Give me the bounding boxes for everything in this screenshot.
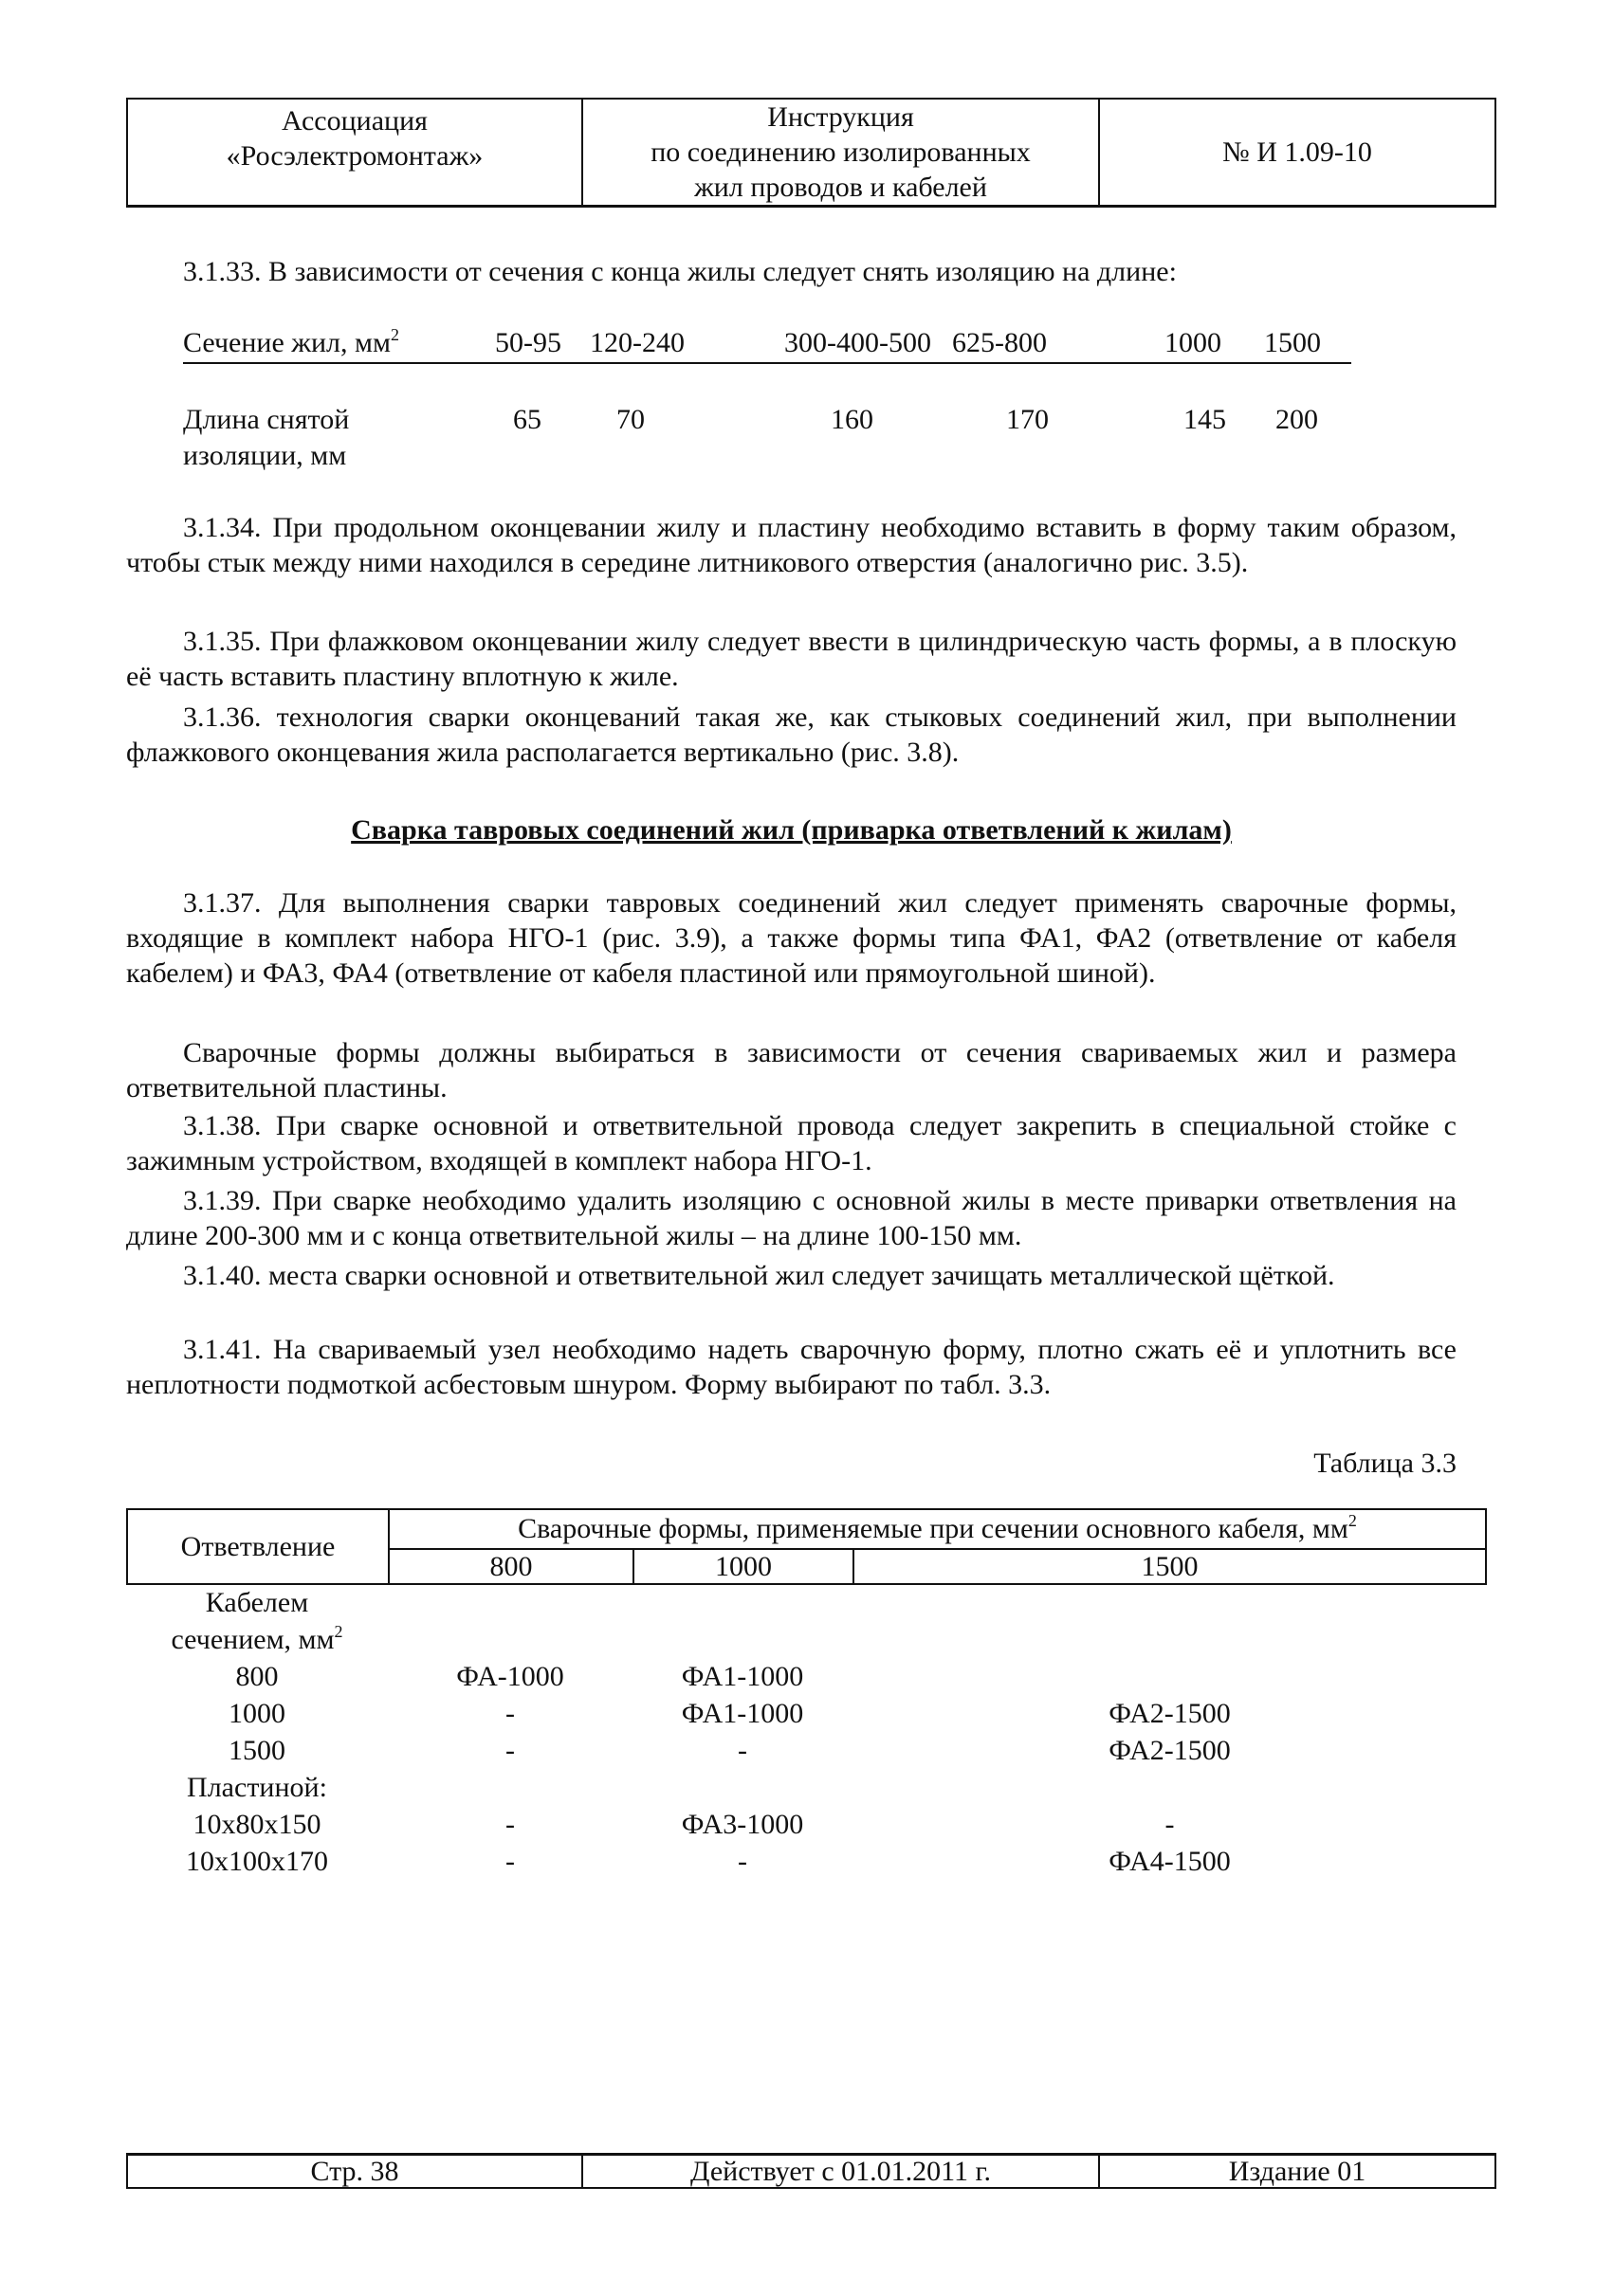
column-header-branch-text: Ответвление — [180, 1531, 336, 1562]
cell-1500: ФА2-1500 — [1109, 1698, 1231, 1729]
group-cable-line2-text: сечением, мм — [171, 1624, 335, 1655]
length-value: 65 — [513, 404, 541, 435]
length-label-line1: Длина снятой — [183, 404, 350, 435]
cell-1500: - — [1164, 1809, 1175, 1840]
cell-1000: ФА3-1000 — [681, 1809, 804, 1840]
table-row — [126, 1844, 1487, 1881]
table-row — [126, 1807, 1487, 1844]
group-cable-sup: 2 — [334, 1622, 343, 1641]
length-value: 200 — [1275, 404, 1318, 435]
column-header-forms — [390, 1510, 1485, 1550]
sections-label — [183, 325, 399, 360]
column-header-forms-text: Сварочные формы, применяемые при сечении основного кабеля, мм — [518, 1513, 1348, 1544]
length-value: 70 — [616, 404, 645, 435]
paragraph-3-1-37: 3.1.37. Для выполнения сварки тавровых соединений жил следует применять сварочные формы, входящие в комплект набора НГО-1 (рис. 3.9), а также формы типа ФА1, ФА2 (ответвление от кабеля кабелем) и ФА3, ФА4 (ответвление от кабеля пластиной или прямоугольной шиной). — [126, 887, 1457, 989]
section-value: 625-800 — [952, 327, 1047, 358]
cell-800: - — [505, 1698, 515, 1729]
table-row-group-label — [126, 1585, 1487, 1622]
group-cable-line1: Кабелем — [205, 1587, 309, 1618]
cell-branch: 1000 — [229, 1698, 285, 1729]
paragraph-3-1-35: 3.1.35. При флажковом оконцевании жилу следует ввести в цилиндрическую часть формы, а в плоскую её часть вставить пластину вплотную к жиле. — [126, 626, 1457, 692]
column-header-forms-sup: 2 — [1347, 1511, 1357, 1530]
cell-800: - — [505, 1846, 515, 1877]
header-document-number — [1100, 100, 1494, 205]
header-organization — [128, 100, 583, 205]
doc-title-line1: Инструкция — [767, 101, 914, 133]
org-name-line2: «Росэлектромонтаж» — [226, 140, 484, 172]
cell-800: - — [505, 1809, 515, 1840]
length-label — [183, 402, 349, 474]
paragraph-3-1-36: 3.1.36. технология сварки оконцеваний такая же, как стыковых соединений жил, при выполнении флажкового оконцевания жила располагается вертикально (рис. 3.8). — [126, 702, 1457, 768]
group-cable-line2 — [126, 1622, 388, 1657]
paragraph-3-1-41: 3.1.41. На свариваемый узел необходимо надеть сварочную форму, плотно сжать её и уплотнить все неплотности подмоткой асбестовым шнуром. Форму выбирают по табл. 3.3. — [126, 1334, 1457, 1400]
cell-branch: 1500 — [229, 1735, 285, 1766]
cell-1000: - — [738, 1735, 747, 1766]
sections-underline — [183, 362, 1351, 364]
table-header — [126, 1508, 1487, 1585]
section-value: 120-240 — [590, 327, 685, 358]
table-row-group-label — [126, 1622, 1487, 1659]
paragraph-3-1-33: 3.1.33. В зависимости от сечения с конца жилы следует снять изоляцию на длине: — [183, 256, 1177, 287]
document-footer — [126, 2153, 1496, 2189]
subheader-1000: 1000 — [634, 1550, 854, 1585]
length-value: 170 — [1006, 404, 1049, 435]
header-document-title — [583, 100, 1100, 205]
cell-branch: 800 — [235, 1661, 279, 1692]
footer-page: Стр. 38 — [128, 2156, 583, 2187]
cell-800: - — [505, 1735, 515, 1766]
cell-1500: ФА2-1500 — [1109, 1735, 1231, 1766]
subheader-800: 800 — [390, 1550, 634, 1585]
document-header — [126, 98, 1496, 208]
section-value: 1500 — [1264, 327, 1321, 358]
column-header-branch — [128, 1510, 390, 1583]
cell-1500: ФА4-1500 — [1109, 1846, 1231, 1877]
doc-number: № И 1.09-10 — [1222, 137, 1372, 168]
table-row — [126, 1696, 1487, 1733]
paragraph-3-1-40: 3.1.40. места сварки основной и ответвительной жил следует зачищать металлической щёткой. — [183, 1260, 1335, 1291]
section-value: 1000 — [1164, 327, 1221, 358]
table-caption: Таблица 3.3 — [1313, 1448, 1457, 1479]
cell-branch: 10x80x150 — [192, 1809, 321, 1840]
table-3-3 — [126, 1508, 1487, 1881]
length-label-line2: изоляции, мм — [183, 440, 347, 471]
group-plate-label: Пластиной: — [187, 1772, 327, 1803]
paragraph-forms: Сварочные формы должны выбираться в зависимости от сечения свариваемых жил и размера ответвительной пластины. — [126, 1037, 1457, 1103]
section-value: 50-95 — [495, 327, 561, 358]
cell-1000: ФА1-1000 — [681, 1661, 804, 1692]
cell-1000: - — [738, 1846, 747, 1877]
length-value: 145 — [1183, 404, 1226, 435]
cell-branch: 10x100x170 — [186, 1846, 328, 1877]
paragraph-3-1-38: 3.1.38. При сварке основной и ответвительной провода следует закрепить в специальной стойке с зажимным устройством, входящей в комплект набора НГО-1. — [126, 1110, 1457, 1176]
length-value: 160 — [831, 404, 873, 435]
sections-label-sup: 2 — [391, 325, 399, 344]
section-value: 300-400-500 — [784, 327, 931, 358]
org-name-line1: Ассоциация — [282, 105, 428, 137]
table-row — [126, 1659, 1487, 1696]
paragraph-3-1-34: 3.1.34. При продольном оконцевании жилу и пластину необходимо вставить в форму таким образом, чтобы стык между ними находился в середине литникового отверстия (аналогично рис. 3.5). — [126, 512, 1457, 578]
table-row — [126, 1733, 1487, 1770]
doc-title-line2: по соединению изолированных — [651, 137, 1031, 168]
cell-800: ФА-1000 — [456, 1661, 564, 1692]
paragraph-3-1-39: 3.1.39. При сварке необходимо удалить изоляцию с основной жилы в месте приварки ответвления на длине 200-300 мм и с конца ответвительной жилы – на длине 100-150 мм. — [126, 1185, 1457, 1251]
footer-edition: Издание 01 — [1228, 2156, 1366, 2187]
section-heading: Сварка тавровых соединений жил (приварка ответвлений к жилам) — [351, 814, 1232, 846]
doc-title-line3: жил проводов и кабелей — [694, 172, 987, 203]
sections-label-text: Сечение жил, мм — [183, 327, 391, 358]
cell-1000: ФА1-1000 — [681, 1698, 804, 1729]
subheader-1500: 1500 — [1141, 1551, 1199, 1582]
table-row-group-label — [126, 1770, 1487, 1807]
footer-valid-from: Действует с 01.01.2011 г. — [583, 2156, 1100, 2187]
